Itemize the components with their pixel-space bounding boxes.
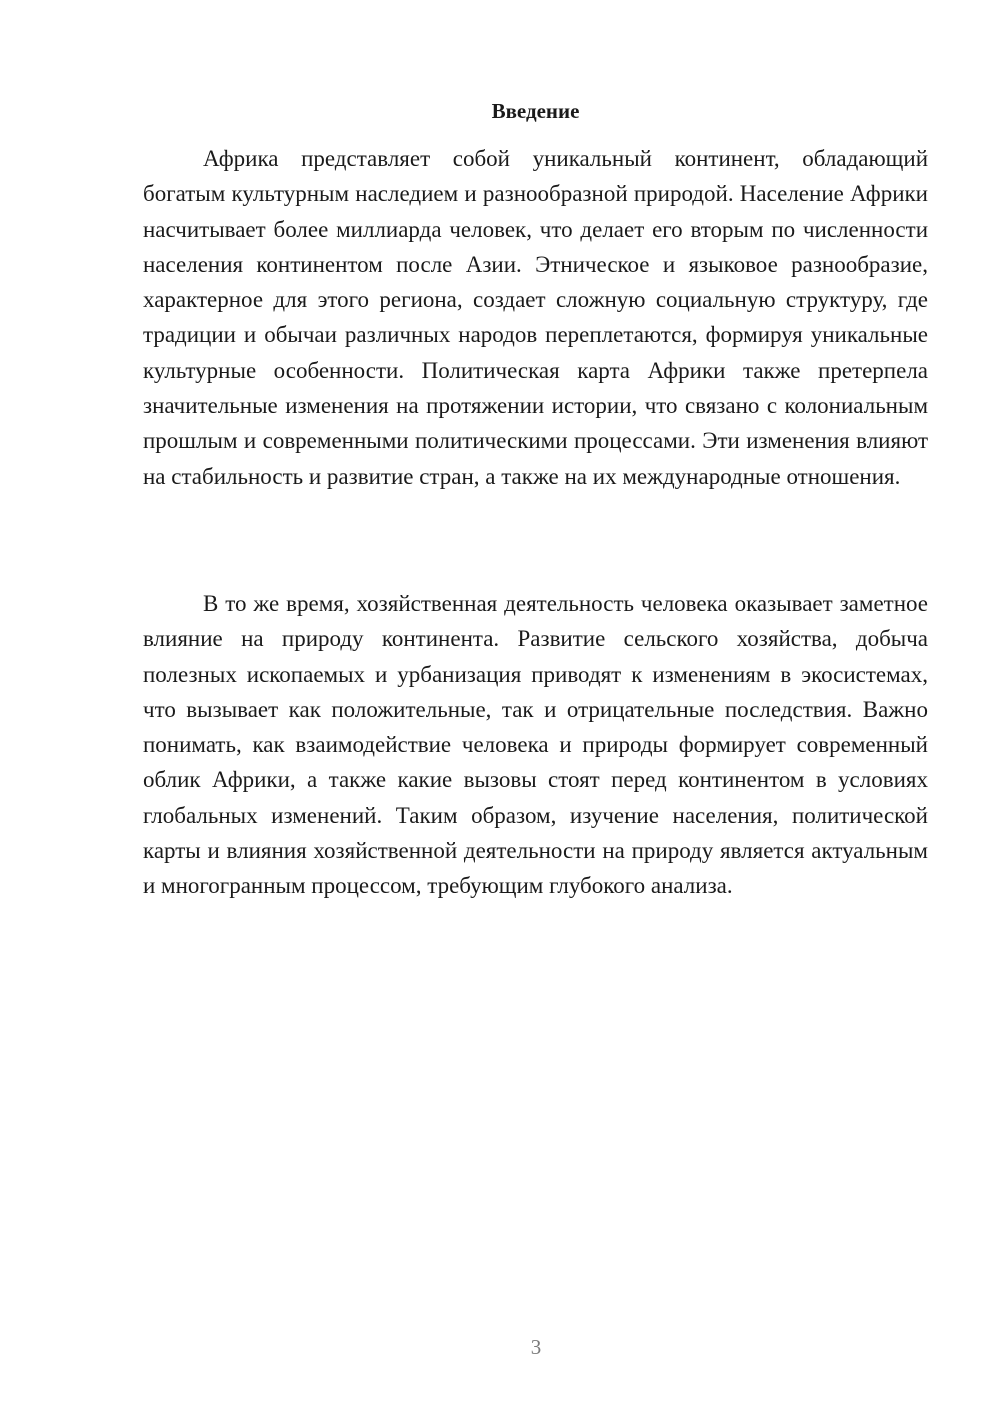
body-paragraph-1: Африка представляет собой уникальный континент, обладающий богатым культурным наследием и разнообразной природой. Население Африки насчитывает более миллиарда человек, что делает его вторым по численности населения континентом после Азии. Этническое и языковое разнообразие, характерное для этого региона, создает сложную социальную структуру, где традиции и обычаи различных народов переплетаются, формируя уникальные культурные особенности. Политическая карта Африки также претерпела значительные изменения на протяжении истории, что связано с колониальным прошлым и современными политическими процессами. Эти изменения влияют на стабильность и развитие стран, а также на их международные отношения. (143, 146, 928, 489)
page-number: 3 (530, 1335, 542, 1359)
body-paragraph-2: В то же время, хозяйственная деятельность человека оказывает заметное влияние на природу континента. Развитие сельского хозяйства, добыча полезных ископаемых и урбанизация приводят к изменениям в экосистемах, что вызывает как положительные, так и отрицательные последствия. Важно понимать, как взаимодействие человека и природы формирует современный облик Африки, а также какие вызовы стоят перед континентом в условиях глобальных изменений. Таким образом, изучение населения, политической карты и влияния хозяйственной деятельности на природу является актуальным и многогранным процессом, требующим глубокого анализа. (143, 591, 928, 899)
section-heading: Введение (491, 99, 580, 123)
